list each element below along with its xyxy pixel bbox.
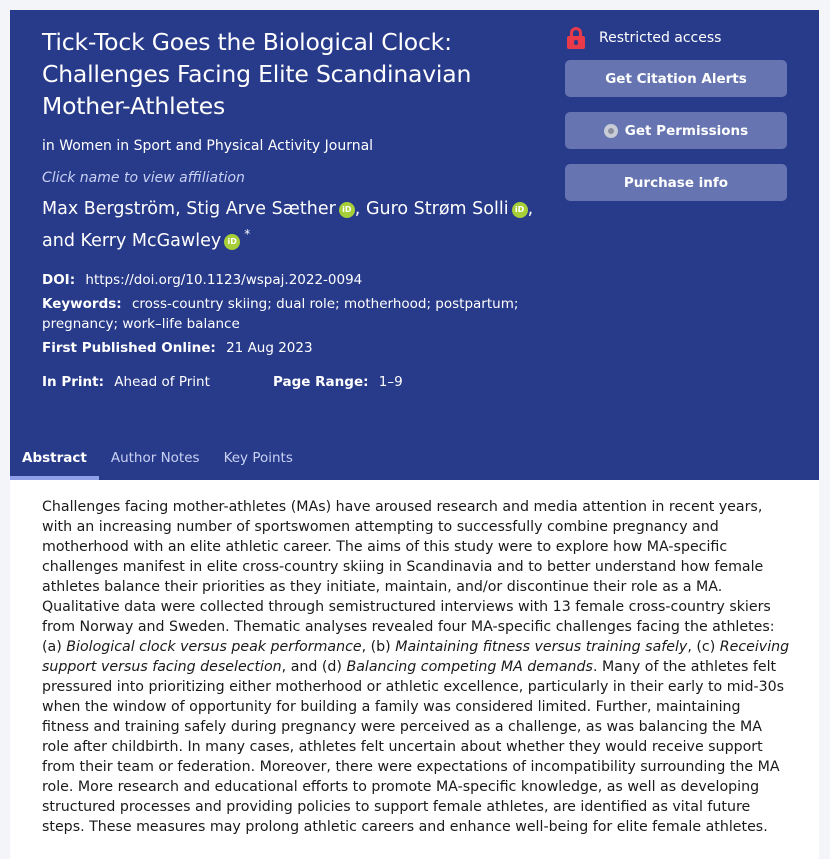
restricted-access-label: Restricted access <box>599 30 722 46</box>
get-permissions-button[interactable] <box>565 112 787 149</box>
affiliation-hint: Click name to view affiliation <box>42 170 245 186</box>
keywords-value: pregnancy; work–life balance <box>42 316 240 332</box>
challenge-d: Balancing competing MA demands <box>346 659 593 675</box>
article-metadata <box>42 270 542 392</box>
author-name[interactable]: Kerry McGawley <box>80 231 222 251</box>
tab-key-points[interactable]: Key Points <box>223 450 293 466</box>
tab-author-notes[interactable]: Author Notes <box>110 450 200 466</box>
button-label: Get Permissions <box>624 122 749 139</box>
challenge-b: Maintaining fitness versus training safely <box>395 639 688 655</box>
title-line: Challenges Facing Elite Scandinavian <box>42 60 472 88</box>
button-label: Get Citation Alerts <box>605 70 747 87</box>
title-line: Mother-Athletes <box>42 92 226 120</box>
access-panel <box>565 24 787 201</box>
journal-prefix: in <box>42 138 55 154</box>
get-citation-alerts-button[interactable] <box>565 60 787 97</box>
orcid-icon[interactable]: iD <box>339 202 355 218</box>
page-range <box>273 372 504 392</box>
author-separator: , <box>354 199 361 219</box>
lock-icon <box>567 27 585 49</box>
page-range-label: Page Range: <box>273 374 369 390</box>
published-row <box>42 338 542 358</box>
challenge-c: Receiving support versus facing deselection <box>42 639 790 675</box>
keywords-value: cross-country skiing; dual role; motherhood; postpartum; <box>131 296 519 312</box>
author-separator: , <box>527 199 534 219</box>
journal-link[interactable]: Women in Sport and Physical Activity Journal <box>59 138 374 154</box>
print-label: In Print: <box>42 374 104 390</box>
doi-label: DOI: <box>42 272 76 288</box>
keywords-row <box>42 294 542 334</box>
author-list <box>42 197 542 254</box>
tab-abstract[interactable]: Abstract <box>10 436 99 480</box>
content-tabs <box>10 436 305 480</box>
published-label: First Published Online: <box>42 340 216 356</box>
author-name[interactable]: Max Bergström <box>42 199 176 219</box>
author-and: and <box>42 231 75 251</box>
print-value: Ahead of Print <box>114 374 210 390</box>
copyright-clearance-icon <box>604 124 618 138</box>
challenge-a: Biological clock versus peak performance <box>66 639 362 655</box>
author-name[interactable]: Stig Arve Sæther <box>186 199 336 219</box>
abstract-text: Challenges facing mother-athletes (MAs) have aroused research and media attention in recent years, with an increasing number of sportswomen attempting to successfully combine pregnancy and motherhood with an elite athletic career. The aims of this study were to explore how MA-specific challenges manifest in elite cross-country skiing in Scandinavia and to better understand how female athletes balance their priorities as they initiate, maintain, and/or discontinue their role as a MA. Qualitative data were collected through semistructured interviews with 13 female cross-country skiers from Norway and Sweden. Thematic analyses revealed four MA-specific challenges facing the athletes: (a) Biological clock versus peak performance, (b) Maintaining fitness versus training safely, (c) Receiving support versus facing deselection, and (d) Balancing competing MA demands. Many of the athletes felt pressured into prioritizing either motherhood or athletic excellence, particularly in their early to mid-30s when the window of opportunity for building a family was considered limited. Further, maintaining fitness and training safely during pregnancy were perceived as a challenge, as was balancing the MA role after childbirth. In many cases, athletes felt uncertain about whether they would receive support from their team or federation. Moreover, there were expectations of incompatibility surrounding the MA role. More research and educational efforts to promote MA-specific knowledge, as well as developing structured processes and providing policies to support female athletes, are identified as vital future steps. These measures may prolong athletic careers and enhance well-being for elite female athletes. <box>42 499 790 835</box>
orcid-icon[interactable]: iD <box>512 202 528 218</box>
doi-row <box>42 270 542 290</box>
print-row <box>42 372 542 392</box>
journal-line <box>42 136 542 156</box>
article-info <box>42 26 542 392</box>
author-name[interactable]: Guro Strøm Solli <box>365 199 509 219</box>
page-range-value: 1–9 <box>378 374 403 390</box>
author-separator: , <box>175 199 181 219</box>
restricted-access <box>567 24 787 52</box>
article-header <box>10 10 819 480</box>
article-title <box>42 26 542 122</box>
orcid-icon[interactable]: iD <box>224 234 240 250</box>
keywords-label: Keywords: <box>42 296 122 312</box>
corresponding-author-mark: * <box>244 227 251 241</box>
in-print <box>42 372 273 392</box>
published-value: 21 Aug 2023 <box>226 340 313 356</box>
purchase-info-button[interactable] <box>565 164 787 201</box>
title-line: Tick-Tock Goes the Biological Clock: <box>42 28 452 56</box>
button-label: Purchase info <box>623 174 729 191</box>
abstract-panel <box>10 480 819 859</box>
doi-link[interactable]: https://doi.org/10.1123/wspaj.2022-0094 <box>85 272 363 288</box>
